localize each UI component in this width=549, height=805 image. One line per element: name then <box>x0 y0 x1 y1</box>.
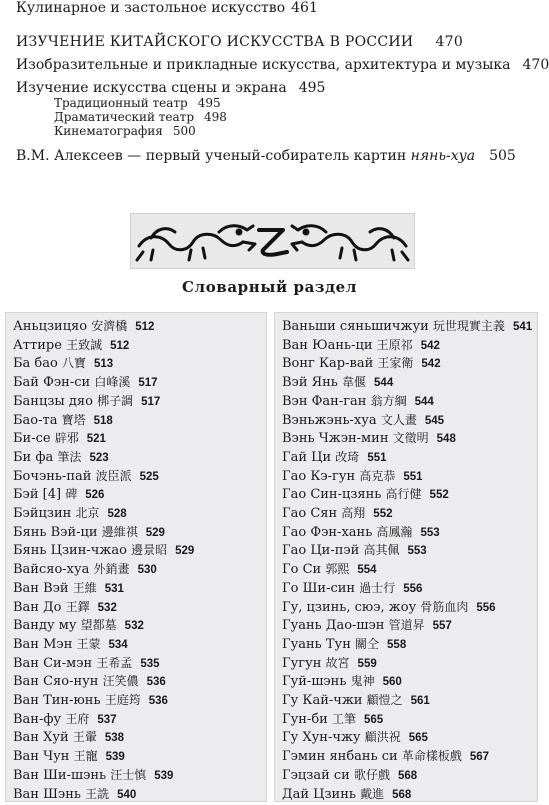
entry-page: 513 <box>94 358 114 371</box>
dictionary-entry <box>282 691 430 711</box>
entry-page: 542 <box>420 339 440 352</box>
dictionary-entry <box>282 728 428 748</box>
dictionary-entry <box>282 411 444 431</box>
dictionary-entry <box>13 354 113 374</box>
entry-cjk: 顧洪祝 <box>364 730 401 745</box>
entry-cjk: 文人畫 <box>380 412 417 427</box>
entry-term: Гу Хун-чжу <box>282 730 361 746</box>
entry-term: Гуань Дао-шэн <box>282 618 385 634</box>
entry-page: 521 <box>86 433 106 446</box>
entry-cjk: 關仝 <box>355 636 380 651</box>
entry-cjk: 韋偃 <box>342 375 367 390</box>
entry-cjk: 王致誠 <box>66 337 103 352</box>
entry-term: Ванду му <box>13 618 77 634</box>
entry-cjk: 高克恭 <box>359 468 396 483</box>
entry-cjk: 汪士慎 <box>110 767 147 782</box>
entry-term: Ван Ши-шэнь <box>13 767 107 783</box>
entry-cjk: 革命樣板戲 <box>401 749 462 764</box>
dragon-ornament-graphic <box>131 214 414 268</box>
dictionary-column-right <box>274 312 538 802</box>
toc-line <box>16 57 549 73</box>
entry-cjk: 高行健 <box>385 487 422 502</box>
toc-text: В.М. Алексеев — первый ученый-собиратель картин <box>16 148 407 164</box>
section-title: Словарный раздел <box>181 278 357 296</box>
entry-cjk: 歌仔戲 <box>353 767 390 782</box>
entry-term: Ван Юань-ци <box>282 337 373 353</box>
toc-page: 470 <box>435 34 464 50</box>
entry-page: 538 <box>104 732 125 745</box>
dictionary-entry <box>13 467 159 487</box>
entry-page: 565 <box>408 732 428 745</box>
entry-page: 518 <box>93 414 113 427</box>
dictionary-entry <box>13 317 154 337</box>
dictionary-entry <box>13 728 124 748</box>
entry-page: 558 <box>387 638 407 651</box>
dictionary-entry <box>282 616 452 636</box>
entry-term: Гао Кэ-гун <box>282 468 356 484</box>
entry-term: Гэцзай си <box>282 767 350 783</box>
entry-page: 560 <box>382 676 402 689</box>
dictionary-entry <box>13 411 113 431</box>
entry-term: Бао-та <box>13 412 58 428</box>
entry-page: 553 <box>420 526 440 539</box>
toc-page: 495 <box>197 96 221 110</box>
dictionary-entry <box>282 785 411 805</box>
entry-term: Вэнь Чжэн-мин <box>282 431 389 447</box>
toc-text: Традиционный театр <box>54 96 188 110</box>
entry-term: Ван Чун <box>13 749 70 765</box>
dictionary-entry <box>13 560 157 580</box>
entry-term: Гуй-шэнь <box>282 674 347 690</box>
entry-page: 525 <box>139 470 159 483</box>
entry-cjk: 王希孟 <box>96 655 133 670</box>
entry-cjk: 故宮 <box>325 655 350 670</box>
toc-text: Драматический театр <box>54 110 194 124</box>
toc-line <box>16 80 325 96</box>
entry-term: Вэн Фан-ган <box>282 393 367 409</box>
dictionary-entry <box>282 373 393 393</box>
entry-term: Ба бао <box>13 356 58 372</box>
entry-cjk: 高翔 <box>341 506 366 520</box>
entry-page: 536 <box>148 695 168 707</box>
dictionary-entry <box>13 672 166 692</box>
entry-page: 568 <box>398 769 418 782</box>
entry-page: 517 <box>141 395 161 408</box>
toc-line <box>16 148 516 164</box>
entry-cjk: 梆子調 <box>97 393 134 408</box>
dictionary-entry <box>282 672 402 692</box>
entry-term: Ван Тин-юнь <box>13 693 101 708</box>
entry-term: Ван Хуй <box>13 730 69 746</box>
entry-cjk: 辟邪 <box>54 431 79 446</box>
entry-cjk: 管道昇 <box>388 618 425 633</box>
entry-term: Вонг Кар-вай <box>282 356 374 372</box>
dragon-ornament <box>130 213 415 269</box>
entry-cjk: 寶塔 <box>61 412 86 427</box>
entry-cjk: 王蒙 <box>76 636 101 651</box>
dictionary-entry <box>282 336 440 356</box>
entry-page: 557 <box>432 620 452 633</box>
entry-term: Бэй [4] <box>13 487 62 503</box>
entry-term: Аньцзицяо <box>13 319 88 334</box>
dictionary-entry <box>282 448 387 468</box>
dictionary-entry <box>282 354 441 374</box>
toc-page: 495 <box>298 80 326 96</box>
entry-page: 542 <box>421 358 441 371</box>
entry-term: Вэньжэнь-хуа <box>282 412 377 428</box>
dictionary-entry <box>282 392 434 412</box>
entry-cjk: 王原祁 <box>376 337 413 352</box>
entry-page: 539 <box>154 769 174 782</box>
dictionary-entry <box>13 336 129 356</box>
dictionary-entry <box>13 392 160 412</box>
entry-page: 548 <box>436 433 456 446</box>
dictionary-entry <box>282 710 383 730</box>
entry-cjk: 骨筋血肉 <box>420 599 469 614</box>
dictionary-entry <box>282 541 427 561</box>
entry-term: Ван Вэй <box>13 580 69 596</box>
entry-term: Бэйцзин <box>13 506 72 521</box>
entry-page: 517 <box>138 377 158 390</box>
entry-term: Аттире <box>13 337 62 353</box>
dictionary-entry <box>282 654 377 674</box>
dictionary-entry <box>13 766 173 786</box>
toc-page: 505 <box>489 148 516 164</box>
entry-page: 545 <box>424 414 445 427</box>
entry-cjk: 碑 <box>65 487 78 502</box>
entry-page: 539 <box>105 751 125 764</box>
dictionary-entry <box>13 523 165 543</box>
entry-page: 512 <box>135 321 155 333</box>
entry-page: 556 <box>403 582 423 595</box>
dictionary-entry <box>13 485 104 505</box>
entry-term: Ван-фу <box>13 711 62 727</box>
toc-page: 461 <box>291 0 318 16</box>
entry-cjk: 玩世現實主義 <box>432 319 505 333</box>
toc-text: Кулинарное и застольное искусство <box>16 0 286 16</box>
dictionary-entry <box>282 317 532 337</box>
entry-page: 536 <box>146 676 166 689</box>
entry-term: Би фа <box>13 449 54 465</box>
entry-page: 565 <box>363 713 384 726</box>
entry-page: 553 <box>407 545 427 558</box>
entry-cjk: 王寵 <box>73 749 98 764</box>
entry-cjk: 邊維祺 <box>101 524 138 539</box>
entry-term: Вайсяо-хуа <box>13 562 90 578</box>
dictionary-entry <box>13 541 194 561</box>
entry-term: Гу, цзинь, сюэ, жоу <box>282 599 417 615</box>
entry-term: Го Си <box>282 562 322 578</box>
toc-subline <box>54 124 196 138</box>
entry-cjk: 鬼神 <box>350 674 375 689</box>
entry-term: Гао Фэн-хань <box>282 524 373 540</box>
dictionary-entry <box>13 747 125 767</box>
dictionary-entry <box>282 598 496 618</box>
toc-text: ИЗУЧЕНИЕ КИТАЙСКОГО ИСКУССТВА В РОССИИ <box>16 34 414 50</box>
dictionary-entry <box>282 766 417 786</box>
dictionary-entry <box>13 429 106 449</box>
entry-cjk: 高其佩 <box>363 543 400 558</box>
entry-cjk: 顧愷之 <box>366 693 403 707</box>
entry-cjk: 北京 <box>75 506 100 520</box>
entry-term: Ван Шэнь <box>13 786 81 802</box>
entry-cjk: 王鐸 <box>65 599 90 614</box>
entry-cjk: 安濟橋 <box>91 319 128 333</box>
dictionary-entry <box>13 785 136 805</box>
entry-page: 552 <box>429 489 449 502</box>
entry-cjk: 波臣派 <box>95 468 132 483</box>
entry-page: 530 <box>137 564 157 577</box>
entry-cjk: 白峰溪 <box>94 375 131 390</box>
dictionary-entry <box>282 523 440 543</box>
entry-term: Гэмин янбань си <box>282 749 398 765</box>
entry-cjk: 王府 <box>65 711 90 726</box>
entry-cjk: 工筆 <box>331 711 356 726</box>
entry-term: Гао Сян <box>282 506 338 521</box>
entry-term: Бай Фэн-си <box>13 375 91 391</box>
entry-term: Вэй Янь <box>282 375 338 391</box>
dictionary-entry <box>13 654 160 674</box>
entry-cjk: 筆法 <box>57 449 82 464</box>
entry-page: 554 <box>357 564 377 577</box>
entry-page: 541 <box>512 321 533 333</box>
entry-term: Гу Кай-чжи <box>282 693 363 708</box>
entry-page: 523 <box>89 451 109 464</box>
entry-page: 559 <box>357 657 377 670</box>
entry-term: Ван Си-мэн <box>13 655 93 671</box>
entry-term: Ван Мэн <box>13 636 73 652</box>
entry-cjk: 汪笑儂 <box>102 674 139 689</box>
entry-cjk: 邊景昭 <box>131 543 168 558</box>
entry-page: 552 <box>373 508 393 520</box>
entry-term: Дай Цзинь <box>282 786 356 802</box>
entry-cjk: 過士行 <box>359 580 396 595</box>
toc-subline <box>54 96 221 110</box>
entry-term: Гай Ци <box>282 449 332 465</box>
entry-page: 529 <box>145 526 165 539</box>
entry-page: 561 <box>410 695 430 707</box>
entry-page: 568 <box>392 788 412 801</box>
dictionary-entry <box>13 579 124 599</box>
toc-heading <box>16 34 463 50</box>
entry-cjk: 八寶 <box>61 356 86 371</box>
entry-cjk: 郭熙 <box>325 562 350 577</box>
toc-page: 498 <box>204 110 227 124</box>
entry-term: Ван Сяо-нун <box>13 674 99 690</box>
entry-page: 532 <box>97 601 117 614</box>
dictionary-entry <box>13 691 168 711</box>
entry-cjk: 翁方綱 <box>370 393 407 408</box>
entry-term: Ван До <box>13 599 62 615</box>
toc-page: 500 <box>172 124 196 138</box>
entry-page: 531 <box>104 582 124 595</box>
entry-term: Бочэнь-пай <box>13 468 92 484</box>
dictionary-entry <box>282 485 449 505</box>
entry-term: Бянь Цзин-чжао <box>13 543 127 559</box>
dictionary-entry <box>13 710 117 730</box>
entry-page: 540 <box>117 788 137 801</box>
entry-cjk: 王詵 <box>85 786 110 801</box>
toc-subline <box>54 110 227 124</box>
dictionary-entry <box>13 598 117 618</box>
entry-cjk: 王翬 <box>72 730 97 745</box>
entry-cjk: 望都墓 <box>80 618 117 633</box>
dictionary-entry <box>13 448 109 468</box>
dictionary-entry <box>282 579 422 599</box>
entry-term: Гугун <box>282 655 322 671</box>
entry-term: Гао Ци-пэй <box>282 543 360 559</box>
entry-page: 535 <box>140 657 160 670</box>
entry-term: Банцзы дяо <box>13 393 93 409</box>
dictionary-entry <box>13 373 158 393</box>
dictionary-entry <box>282 429 456 449</box>
entry-cjk: 文徵明 <box>392 431 429 446</box>
entry-page: 544 <box>414 395 434 408</box>
toc-text: Кинематография <box>54 124 163 138</box>
entry-cjk: 王維 <box>72 580 97 595</box>
dictionary-entry <box>282 560 377 580</box>
toc-text-italic: нянь-хуа <box>410 148 476 164</box>
entry-cjk: 外銷畫 <box>93 562 130 577</box>
dictionary-entry <box>282 635 406 655</box>
entry-cjk: 改琦 <box>335 449 360 464</box>
entry-page: 532 <box>124 620 144 633</box>
entry-page: 551 <box>403 470 423 483</box>
toc-text: Изобразительные и прикладные искусства, архитектура и музыка <box>16 57 511 73</box>
entry-cjk: 戴進 <box>360 786 385 801</box>
entry-term: Гун-би <box>282 711 328 727</box>
entry-cjk: 高鳳瀚 <box>376 524 413 539</box>
entry-page: 528 <box>107 508 127 520</box>
toc-line <box>16 0 318 16</box>
entry-page: 526 <box>85 489 105 502</box>
dictionary-entry <box>13 635 128 655</box>
entry-term: Го Ши-син <box>282 580 356 596</box>
entry-page: 551 <box>367 451 387 464</box>
toc-page: 470 <box>522 57 549 73</box>
dictionary-entry <box>13 616 144 636</box>
entry-page: 534 <box>108 638 128 651</box>
dictionary-entry <box>282 747 489 767</box>
entry-page: 556 <box>476 601 496 614</box>
entry-page: 512 <box>110 339 130 352</box>
entry-term: Ваньши сяньшичжуи <box>282 319 429 334</box>
entry-page: 537 <box>97 713 117 726</box>
dictionary-column-left <box>5 312 267 802</box>
entry-term: Бянь Вэй-ци <box>13 524 98 540</box>
entry-cjk: 王庭筠 <box>104 693 141 707</box>
entry-page: 529 <box>175 545 195 558</box>
entry-page: 567 <box>469 751 490 764</box>
dictionary-entry <box>13 504 127 524</box>
entry-term: Гао Син-цзянь <box>282 487 382 503</box>
entry-term: Би-се <box>13 431 51 447</box>
dictionary-entry <box>282 467 423 487</box>
entry-page: 544 <box>374 377 394 390</box>
entry-term: Гуань Тун <box>282 636 351 652</box>
toc-text: Изучение искусства сцены и экрана <box>16 80 287 96</box>
dictionary-entry <box>282 504 392 524</box>
entry-cjk: 王家衛 <box>377 356 414 371</box>
